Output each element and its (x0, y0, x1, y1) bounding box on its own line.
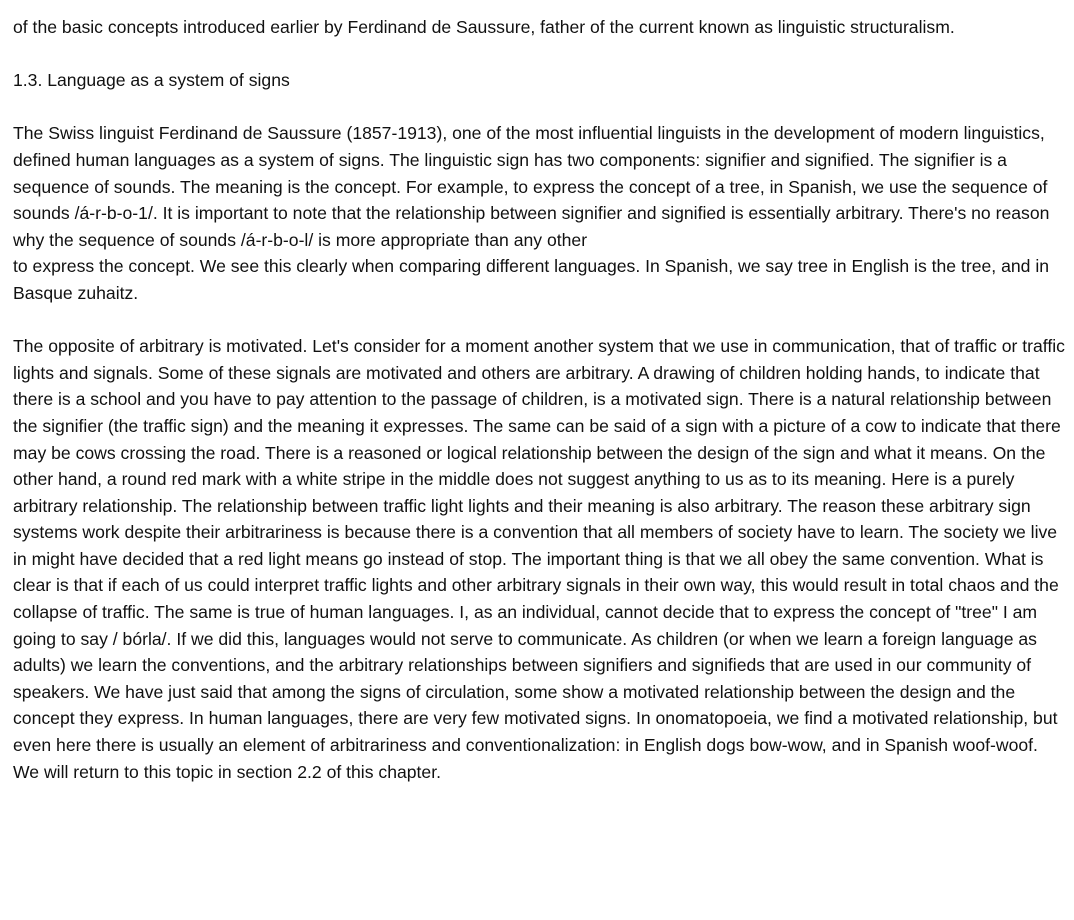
spacer (13, 94, 1065, 121)
paragraph-saussure-continued: to express the concept. We see this clearly when comparing different languages. In Spanish, we say tree in English is the tree, and in Basque zuhaitz. (13, 256, 1050, 303)
paragraph-saussure: The Swiss linguist Ferdinand de Saussure (1857-1913), one of the most influential linguists in the development of modern linguistics, defined human languages as a system of signs. The linguistic sign has two components: signifier and signified. The signifier is a sequence of sounds. The meaning is the concept. For example, to express the concept of a tree, in Spanish, we use the sequence of sounds /á-r-b-o-1/. It is important to note that the relationship between signifier and signified is essentially arbitrary. There's no reason why the sequence of sounds /á-r-b-o-l/ is more appropriate than any other (13, 123, 1050, 250)
paragraph-arbitrary-motivated: The opposite of arbitrary is motivated. Let's consider for a moment another system that we use in communication, that of traffic or traffic lights and signals. Some of these signals are motivated and others are arbitrary. A drawing of children holding hands, to indicate that there is a school and you have to pay attention to the passage of children, is a motivated sign. There is a natural relationship between the signifier (the traffic sign) and the meaning it expresses. The same can be said of a sign with a picture of a cow to indicate that there may be cows crossing the road. There is a reasoned or logical relationship between the design of the sign and what it means. On the other hand, a round red mark with a white stripe in the middle does not suggest anything to us as to its meaning. Here is a purely arbitrary relationship. The relationship between traffic light lights and their meaning is also arbitrary. The reason these arbitrary sign systems work despite their arbitrariness is because there is a convention that all members of society have to learn. The society we live in might have decided that a red light means go instead of stop. The important thing is that we all obey the same convention. What is clear is that if each of us could interpret traffic lights and other arbitrary signals in their own way, this would result in total chaos and the collapse of traffic. The same is true of human languages. I, as an individual, cannot decide that to express the concept of "tree" I am going to say / bórla/. If we did this, languages would not serve to communicate. As children (or when we learn a foreign language as adults) we learn the conventions, and the arbitrary relationships between signifiers and signifieds that are used in our community of speakers. We have just said that among the signs of circulation, some show a motivated relationship between the design and the concept they express. In human languages, there are very few motivated signs. In onomatopoeia, we find a motivated relationship, but even here there is usually an element of arbitrariness and conventionalization: in English dogs bow-wow, and in Spanish woof-woof. We will return to this topic in section 2.2 of this chapter. (13, 336, 1065, 782)
spacer (13, 41, 1065, 68)
intro-fragment: of the basic concepts introduced earlier by Ferdinand de Saussure, father of the current known as linguistic structuralism. (13, 17, 955, 37)
section-heading: 1.3. Language as a system of signs (13, 70, 290, 91)
spacer (13, 307, 1065, 334)
document-page (13, 14, 1065, 785)
